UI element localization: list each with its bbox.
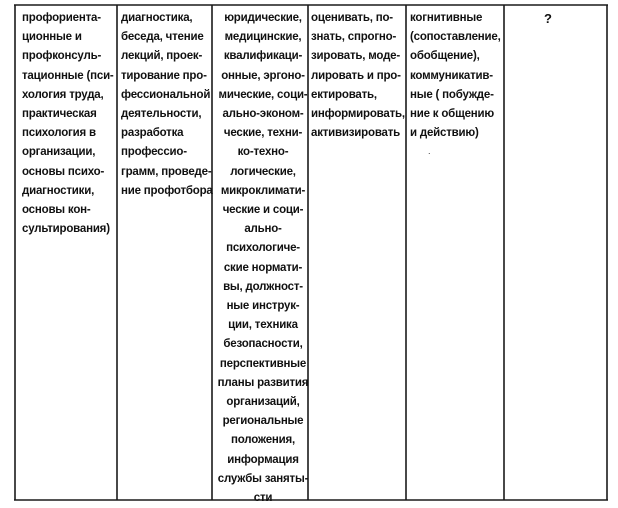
table-cell-question: ? (544, 11, 552, 26)
table-cell-methods: диагностика, беседа, чтение лекций, проек- тирование про- фессиональной деятельности, разработка профессио- грамм, проведе- ние профотбора (121, 12, 213, 197)
table-cell-actions: оценивать, по- знать, спрогно- зировать, моде- лировать и про- ектировать, информировать, активизировать (311, 12, 405, 140)
table-cell-skills: когнитивные (сопоставление, обобщение), коммуникатив- ные ( побужде- ние к общению и действию) (410, 12, 501, 140)
stray-mark: . (428, 146, 431, 156)
table-cell-norms: юридические, медицинские, квалификаци- онные, эргоно- мические, соци- ально-эконом- ческие, техни- ко-техно- логические, микроклимати- ческие и соци- ально- психологиче- ские нормати- вы, должност- ные инструк- ции, техника безопасности, перспективные планы развития организаций, региональные положения, информация службы заняты- сти (217, 12, 309, 505)
table-cell-directions: профориента- ционные и профконсуль- тационные (пси- хология труда, практическая психология в организации, основы психо- диагностики, основы кон- сультирования) (22, 12, 114, 236)
